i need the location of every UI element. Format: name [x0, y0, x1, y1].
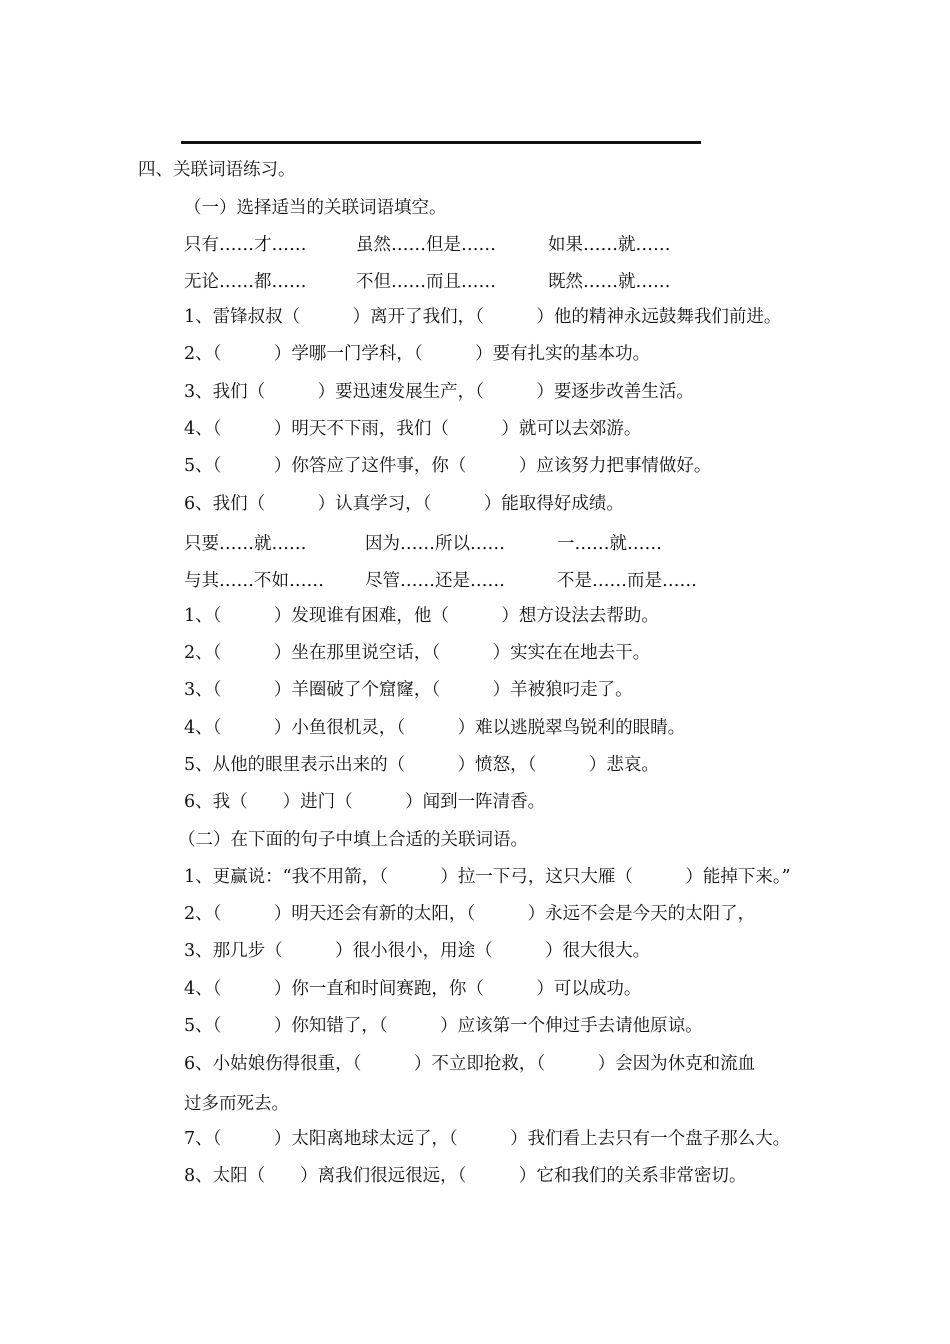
option-a-2-2: 不但……而且……: [356, 272, 496, 292]
question-b-3: 3、（ ）羊圈破了个窟窿，（ ）羊被狼叼走了。: [184, 680, 633, 700]
option-b-1-1: 只要……就……: [184, 534, 307, 554]
question-a-5: 5、（ ）你答应了这件事，你（ ）应该努力把事情做好。: [184, 456, 712, 476]
option-b-2-1: 与其……不如……: [184, 571, 324, 591]
question-a-1: 1、雷锋叔叔（ ）离开了我们，（ ）他的精神永远鼓舞我们前进。: [184, 307, 782, 327]
part1-heading: （一）选择适当的关联词语填空。: [184, 198, 447, 218]
question-c-8: 8、太阳（ ）离我们很远很远，（ ）它和我们的关系非常密切。: [184, 1166, 747, 1186]
question-c-7: 7、（ ）太阳离地球太远了，（ ）我们看上去只有一个盘子那么大。: [184, 1129, 791, 1149]
question-c-6-cont: 过多而死去。: [184, 1094, 289, 1114]
question-c-1: 1、更赢说：“我不用箭，（ ）拉一下弓，这只大雁（ ）能掉下来。”: [184, 867, 791, 887]
option-a-1-2: 虽然……但是……: [356, 235, 496, 255]
option-a-1-3: 如果……就……: [548, 235, 671, 255]
question-a-6: 6、我们（ ）认真学习，（ ）能取得好成绩。: [184, 494, 624, 514]
option-b-2-2: 尽管……还是……: [365, 571, 505, 591]
question-a-2: 2、（ ）学哪一门学科，（ ）要有扎实的基本功。: [184, 344, 651, 364]
question-b-2: 2、（ ）坐在那里说空话，（ ）实实在在地去干。: [184, 643, 651, 663]
section-title: 四、关联词语练习。: [138, 160, 296, 180]
question-b-5: 5、从他的眼里表示出来的（ ）愤怒，（ ）悲哀。: [184, 755, 659, 775]
option-b-1-3: 一……就……: [557, 534, 662, 554]
option-a-2-3: 既然……就……: [548, 272, 671, 292]
question-c-4: 4、（ ）你一直和时间赛跑，你（ ）可以成功。: [184, 979, 642, 999]
question-a-3: 3、我们（ ）要迅速发展生产，（ ）要逐步改善生活。: [184, 382, 694, 402]
option-a-1-1: 只有……才……: [184, 235, 307, 255]
header-rule: [181, 141, 701, 144]
option-b-2-3: 不是……而是……: [557, 571, 697, 591]
question-b-4: 4、（ ）小鱼很机灵，（ ）难以逃脱翠鸟锐利的眼睛。: [184, 718, 686, 738]
question-b-1: 1、（ ）发现谁有困难，他（ ）想方设法去帮助。: [184, 606, 659, 626]
question-a-4: 4、（ ）明天不下雨，我们（ ）就可以去郊游。: [184, 419, 642, 439]
question-c-3: 3、那几步（ ）很小很小，用途（ ）很大很大。: [184, 941, 651, 961]
part2-heading: （二）在下面的句子中填上合适的关联词语。: [178, 830, 528, 850]
question-c-2: 2、（ ）明天还会有新的太阳，（ ）永远不会是今天的太阳了，: [184, 904, 756, 924]
question-c-5: 5、（ ）你知错了，（ ）应该第一个伸过手去请他原谅。: [184, 1016, 703, 1036]
option-a-2-1: 无论……都……: [184, 272, 307, 292]
question-c-6: 6、小姑娘伤得很重，（ ）不立即抢救，（ ）会因为休克和流血: [184, 1054, 756, 1074]
option-b-1-2: 因为……所以……: [365, 534, 505, 554]
question-b-6: 6、我（ ）进门（ ）闻到一阵清香。: [184, 792, 546, 812]
